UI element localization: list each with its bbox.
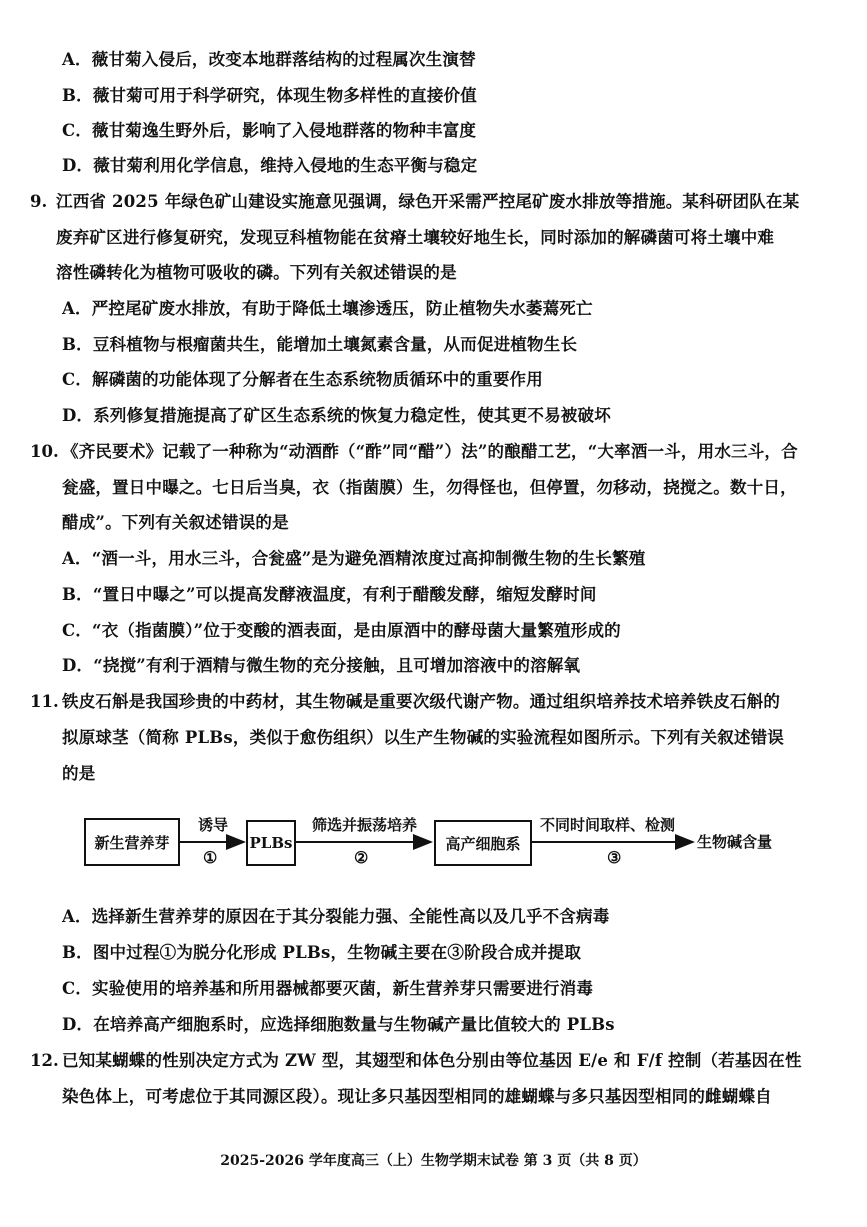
flow-box-plbs: PLBs bbox=[246, 820, 296, 866]
q8-option-b: B．薇甘菊可用于科学研究，体现生物多样性的直接价值 bbox=[62, 86, 477, 105]
page-footer: 2025-2026 学年度高三（上）生物学期末试卷 第 3 页（共 8 页） bbox=[220, 1153, 647, 1169]
q11-stem-line-3: 的是 bbox=[62, 764, 96, 783]
q9-stem-line-3: 溶性磷转化为植物可吸收的磷。下列有关叙述错误的是 bbox=[56, 263, 457, 282]
q12-number: 12. bbox=[30, 1051, 59, 1070]
q9-stem-line-2: 废弃矿区进行修复研究，发现豆科植物能在贫瘠土壤较好地生长，同时添加的解磷菌可将土壤中难 bbox=[56, 228, 775, 247]
q11-stem-line-1: 铁皮石斛是我国珍贵的中药材，其生物碱是重要次级代谢产物。通过组织培养技术培养铁皮石斛的 bbox=[62, 692, 781, 711]
q12-stem-line-1: 已知某蝴蝶的性别决定方式为 ZW 型，其翅型和体色分别由等位基因 E/e 和 F/f 控制（若基因在性 bbox=[62, 1051, 802, 1070]
q9-option-b: B．豆科植物与根瘤菌共生，能增加土壤氮素含量，从而促进植物生长 bbox=[62, 335, 578, 354]
q11-stem-line-2: 拟原球茎（简称 PLBs，类似于愈伤组织）以生产生物碱的实验流程如图所示。下列有关叙述错误 bbox=[62, 728, 784, 747]
flow-arrow3-label: 不同时间取样、检测 bbox=[540, 816, 676, 834]
q10-stem-line-3: 醋成”。下列有关叙述错误的是 bbox=[62, 513, 289, 532]
q10-stem-line-2: 瓮盛，置日中曝之。七日后当臭，衣（指菌膜）生，勿得怪也，但停置，勿移动，挠搅之。数十日， bbox=[62, 478, 797, 497]
flow-box-new-buds: 新生营养芽 bbox=[84, 818, 180, 866]
q11-option-c: C．实验使用的培养基和所用器械都要灭菌，新生营养芽只需要进行消毒 bbox=[62, 979, 594, 998]
q9-number: 9. bbox=[30, 192, 48, 211]
flow-step-3: ③ bbox=[607, 848, 622, 867]
q10-option-b: B．“置日中曝之”可以提高发酵液温度，有利于醋酸发酵，缩短发酵时间 bbox=[62, 585, 597, 604]
q9-option-c: C．解磷菌的功能体现了分解者在生态系统物质循环中的重要作用 bbox=[62, 370, 543, 389]
q9-option-d: D．系列修复措施提高了矿区生态系统的恢复力稳定性，使其更不易被破坏 bbox=[62, 406, 611, 425]
q10-option-a: A．“酒一斗，用水三斗，合瓮盛”是为避免酒精浓度过高抑制微生物的生长繁殖 bbox=[62, 549, 646, 568]
q9-option-a: A．严控尾矿废水排放，有助于降低土壤渗透压，防止植物失水萎蔫死亡 bbox=[62, 299, 593, 318]
q9-stem-line-1: 江西省 2025 年绿色矿山建设实施意见强调，绿色开采需严控尾矿废水排放等措施。某科研团队在某 bbox=[56, 192, 800, 211]
flow-end-alkaloid-content: 生物碱含量 bbox=[697, 833, 773, 851]
flow-step-1: ① bbox=[203, 848, 218, 867]
q10-option-d: D．“挠搅”有利于酒精与微生物的充分接触，且可增加溶液中的溶解氧 bbox=[62, 656, 581, 675]
q10-stem-line-1: 《齐民要术》记载了一种称为“动酒酢（“酢”同“醋”）法”的酿醋工艺，“大率酒一斗，用水三斗，合 bbox=[62, 442, 798, 461]
q11-option-b: B．图中过程①为脱分化形成 PLBs，生物碱主要在③阶段合成并提取 bbox=[62, 943, 582, 962]
q11-number: 11. bbox=[30, 692, 59, 711]
flow-box-high-yield-cells: 高产细胞系 bbox=[434, 820, 532, 866]
flow-step-2: ② bbox=[354, 848, 369, 867]
q12-stem-line-2: 染色体上，可考虑位于其同源区段）。现让多只基因型相同的雄蝴蝶与多只基因型相同的雌蝴蝶自 bbox=[62, 1087, 772, 1106]
q8-option-a: A．薇甘菊入侵后，改变本地群落结构的过程属次生演替 bbox=[62, 50, 476, 69]
q10-number: 10. bbox=[30, 442, 59, 461]
flow-arrow2-label: 筛选并振荡培养 bbox=[312, 816, 418, 834]
q10-option-c: C．“衣（指菌膜）”位于变酸的酒表面，是由原酒中的酵母菌大量繁殖形成的 bbox=[62, 621, 621, 640]
q8-option-c: C．薇甘菊逸生野外后，影响了入侵地群落的物种丰富度 bbox=[62, 121, 477, 140]
q11-option-a: A．选择新生营养芽的原因在于其分裂能力强、全能性高以及几乎不含病毒 bbox=[62, 907, 610, 926]
flow-diagram bbox=[80, 810, 800, 890]
q11-option-d: D．在培养高产细胞系时，应选择细胞数量与生物碱产量比值较大的 PLBs bbox=[62, 1015, 615, 1034]
flow-arrow1-label: 诱导 bbox=[198, 816, 229, 834]
q8-option-d: D．薇甘菊利用化学信息，维持入侵地的生态平衡与稳定 bbox=[62, 156, 478, 175]
